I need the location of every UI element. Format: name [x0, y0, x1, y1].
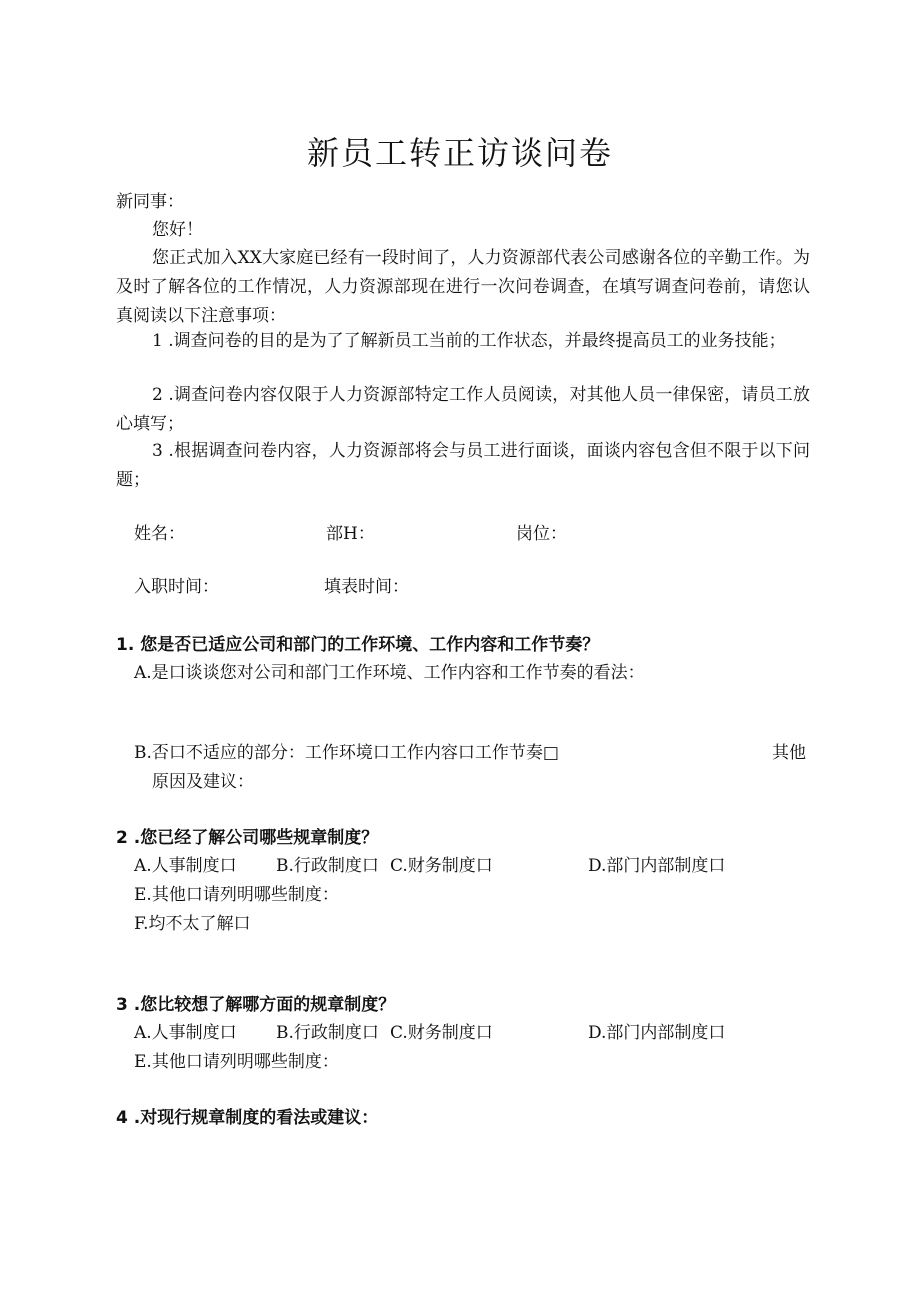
note-3: 3 .根据调查问卷内容，人力资源部将会与员工进行面谈，面谈内容包含但不限于以下问题； [116, 441, 810, 490]
join-date-label: 入职时间： [134, 577, 219, 597]
question-1-title: 1. 您是否已适应公司和部门的工作环境、工作内容和工作节奏？ [116, 635, 600, 655]
note-1: 1 .调查问卷的目的是为了了解新员工当前的工作状态，并最终提高员工的业务技能； [152, 331, 786, 351]
question-2-title: 2 .您已经了解公司哪些规章制度？ [116, 828, 379, 848]
question-3-option-e: E.其他口请列明哪些制度： [134, 1052, 339, 1072]
question-2-option-e: E.其他口请列明哪些制度： [134, 885, 339, 905]
name-label: 姓名： [134, 524, 185, 544]
question-3-option-d: D.部门内部制度口 [588, 1023, 726, 1043]
question-3-option-b: B.行政制度口 [276, 1023, 379, 1043]
question-3-option-a: A.人事制度口 [134, 1023, 237, 1043]
greeting: 新同事： [116, 192, 184, 212]
intro-paragraph: 您正式加入XX大家庭已经有一段时间了，人力资源部代表公司感谢各位的辛勤工作。为及时了解各位的工作情况，人力资源部现在进行一次问卷调查，在填写调查问卷前，请您认真阅读以下注意事项： [116, 248, 810, 326]
question-1-option-b: B.否口不适应的部分：工作环境口工作内容口工作节奏□ [134, 743, 559, 763]
question-4-title: 4 .对现行规章制度的看法或建议： [116, 1108, 379, 1128]
page-title: 新员工转正访谈问卷 [306, 134, 613, 172]
hello: 您好！ [152, 220, 203, 240]
note-2: 2 .调查问卷内容仅限于人力资源部特定工作人员阅读，对其他人员一律保密，请员工放心填写； [116, 385, 810, 434]
question-3-option-c: C.财务制度口 [390, 1023, 493, 1043]
question-1-option-a: A.是口谈谈您对公司和部门工作环境、工作内容和工作节奏的看法： [134, 663, 645, 683]
question-2-option-f: F.均不太了解口 [134, 914, 251, 934]
question-1-other: 其他 [772, 743, 806, 763]
question-3-title: 3 .您比较想了解哪方面的规章制度？ [116, 995, 396, 1015]
fill-date-label: 填表时间： [324, 577, 409, 597]
position-label: 岗位： [516, 524, 567, 544]
question-2-option-a: A.人事制度口 [134, 856, 237, 876]
question-2-option-d: D.部门内部制度口 [588, 856, 726, 876]
dept-label: 部H： [326, 524, 375, 544]
question-2-option-b: B.行政制度口 [276, 856, 379, 876]
question-1-reason: 原因及建议： [152, 772, 254, 792]
question-2-option-c: C.财务制度口 [390, 856, 493, 876]
